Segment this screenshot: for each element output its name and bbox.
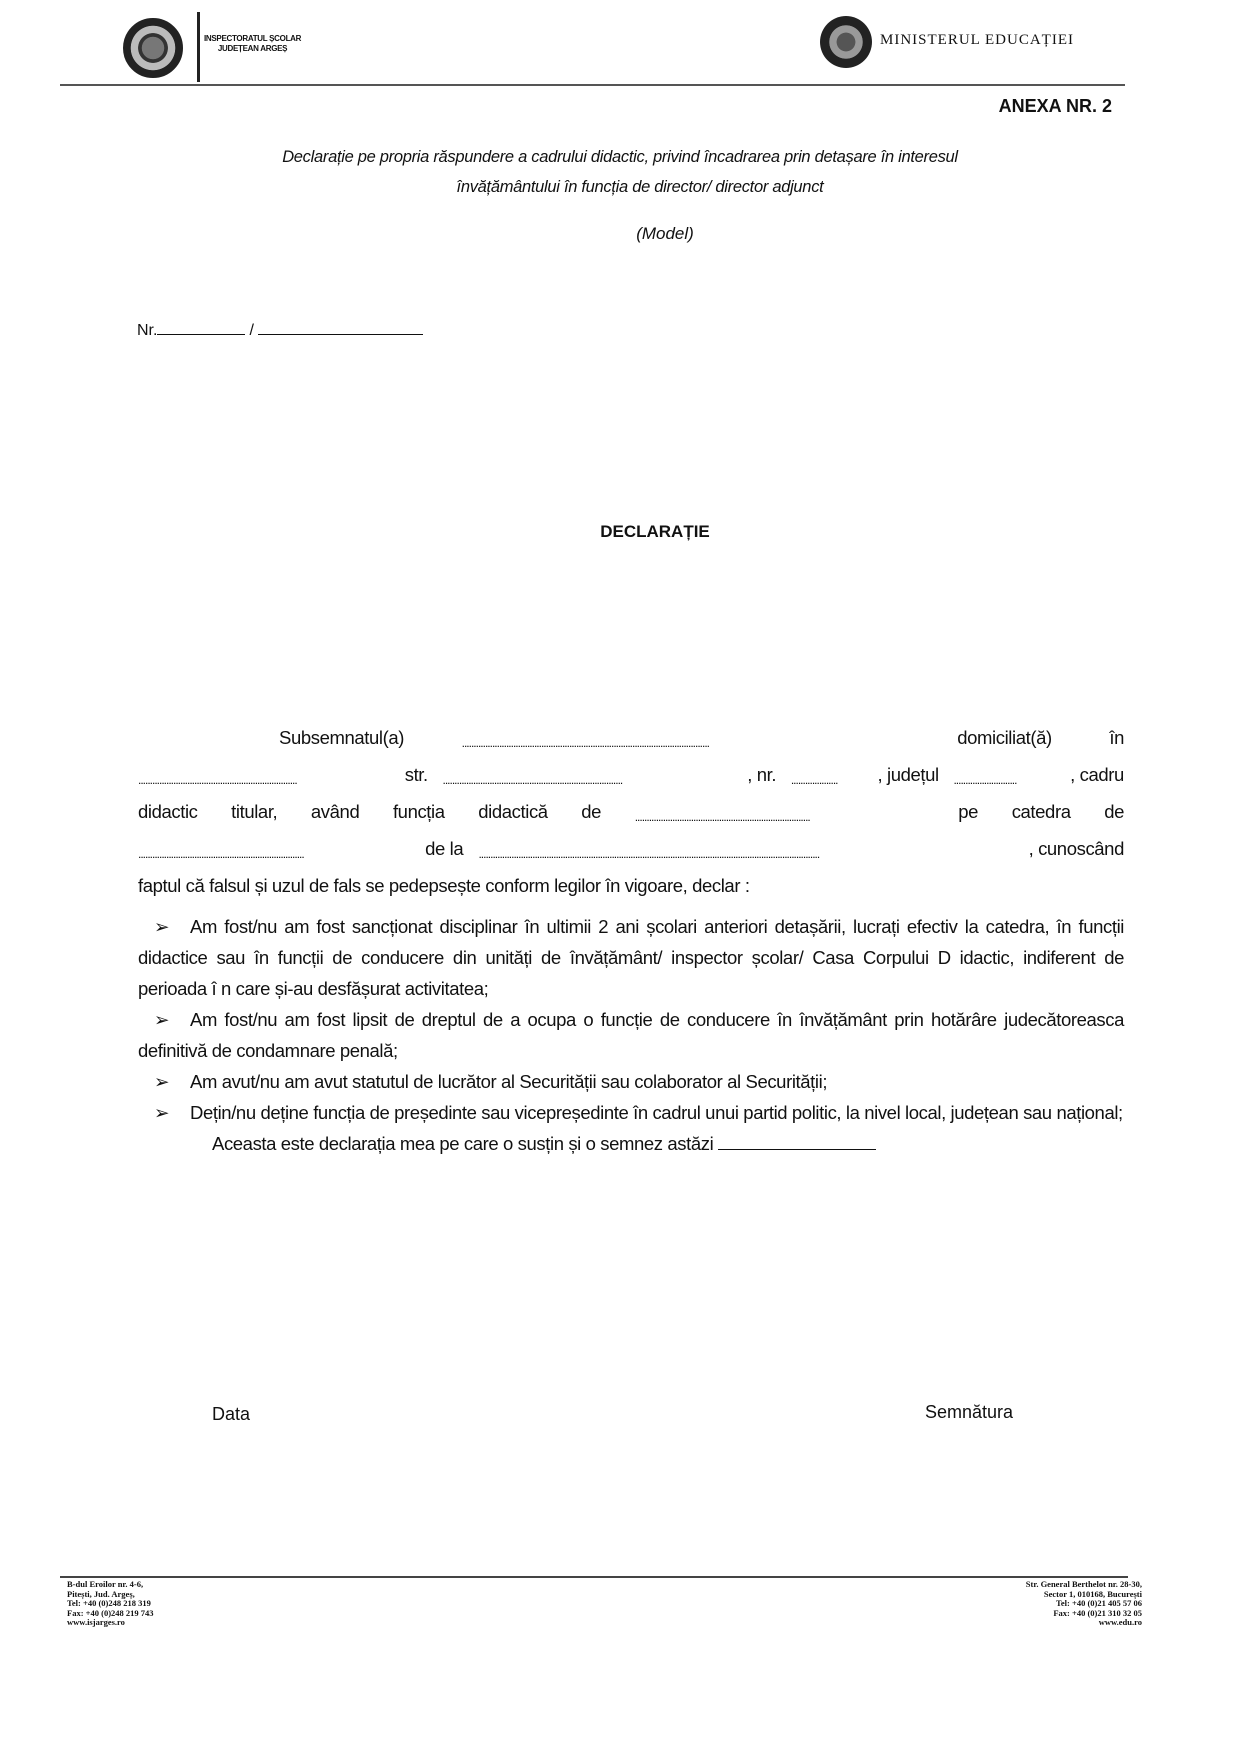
nr-separator: / xyxy=(249,322,254,339)
isj-arges-logo xyxy=(123,18,183,78)
footer-ministry-contact xyxy=(1026,1580,1142,1628)
title-line1: Declarație pe propria răspundere a cadrului didactic, privind încadrarea prin detașare în interesul xyxy=(282,148,958,166)
header-divider xyxy=(197,12,200,82)
statement-4 xyxy=(138,1097,1124,1128)
statement-2 xyxy=(138,1004,1124,1066)
word: funcția xyxy=(392,801,445,822)
title-line2: învățământului în funcția de director/ director adjunct xyxy=(456,178,824,196)
isj-name-line1: INSPECTORATUL ȘCOLAR xyxy=(204,34,302,43)
word: didactică xyxy=(478,801,548,822)
function-field[interactable]: ........................................................................... xyxy=(634,810,810,824)
footer-isj-contact xyxy=(67,1580,154,1628)
date-label: Data xyxy=(212,1404,251,1424)
footer-address: Str. General Berthelot nr. 28-30, xyxy=(1025,1579,1142,1589)
school-field[interactable]: .................................................................................................................................................. xyxy=(478,847,820,861)
closing-text: Aceasta este declarația mea pe care o susțin și o semnez astăzi xyxy=(212,1133,714,1154)
cadru-label: , cadru xyxy=(1070,764,1124,785)
declaration-body xyxy=(138,722,1124,1159)
nr-field[interactable] xyxy=(157,320,245,335)
word: de xyxy=(581,801,602,822)
number-field[interactable]: .................... xyxy=(790,773,838,787)
arrow-bullet-icon: ➢ xyxy=(154,1009,170,1030)
arrow-bullet-icon: ➢ xyxy=(154,916,170,937)
ministry-name: MINISTERUL EDUCAȚIEI xyxy=(880,32,1075,48)
word: titular, xyxy=(231,801,278,822)
header-rule xyxy=(60,84,1125,86)
signature-label: Semnătura xyxy=(925,1402,1014,1422)
document-title xyxy=(0,142,1240,202)
arrow-bullet-icon: ➢ xyxy=(154,1071,170,1092)
pe-label: pe xyxy=(958,801,979,822)
date-field[interactable] xyxy=(258,320,423,335)
registration-number xyxy=(137,320,423,340)
closing-statement xyxy=(138,1128,1124,1159)
arrow-bullet-icon: ➢ xyxy=(154,1102,170,1123)
statement-3 xyxy=(138,1066,1124,1097)
statement-text: Am fost/nu am fost sancționat disciplinar în ultimii 2 ani școlari anteriori detașării, lucrați efectiv la catedra, în funcții didactice sau în funcții de conducere din unități de învățământ/ inspector școlar/ Casa Corpului D idactic, indiferent de perioada î n care și-au desfășurat activitatea; xyxy=(138,916,1124,999)
nr-label: Nr. xyxy=(137,322,158,339)
isj-name-line2: JUDEȚEAN ARGEȘ xyxy=(217,44,288,53)
de-la-label: de la xyxy=(425,838,464,859)
declaration-heading: DECLARAȚIE xyxy=(600,522,710,541)
footer-city: Pitești, Jud. Argeș, xyxy=(67,1588,135,1599)
statement-text: Am avut/nu am avut statutul de lucrător al Securității sau colaborator al Securității; xyxy=(190,1071,828,1092)
judetul-label: , județul xyxy=(877,764,939,785)
footer-address: B-dul Eroilor nr. 4-6, xyxy=(67,1579,144,1589)
footer-website[interactable]: www.isjarges.ro xyxy=(67,1617,125,1627)
word: didactic xyxy=(138,801,198,822)
footer-fax: Fax: +40 (0)21 310 32 05 xyxy=(1053,1607,1142,1618)
ministry-emblem xyxy=(820,16,872,68)
footer-website[interactable]: www.edu.ro xyxy=(1098,1617,1142,1627)
footer-tel: Tel: +40 (0)248 218 319 xyxy=(67,1598,151,1608)
nr-label: , nr. xyxy=(747,764,777,785)
de-label: de xyxy=(1104,801,1124,822)
footer-city: Sector 1, 010168, București xyxy=(1043,1588,1142,1599)
isj-name xyxy=(204,34,301,54)
statement-text: Dețin/nu deține funcția de președinte sau vicepreședinte în cadrul unui partid politic, la nivel local, județean sau național; xyxy=(190,1102,1123,1123)
domiciliat-label: domiciliat(ă) xyxy=(957,727,1052,748)
annex-label: ANEXA NR. 2 xyxy=(998,96,1112,116)
locality-field[interactable]: .................................................................... xyxy=(138,773,297,787)
footer-rule xyxy=(60,1576,1128,1578)
word: având xyxy=(310,801,360,822)
name-field[interactable]: .......................................................................................................... xyxy=(461,736,710,750)
in-label: în xyxy=(1109,727,1124,748)
cunoscand-label: , cunoscând xyxy=(1028,838,1124,859)
subsemnatul-label: Subsemnatul(a) xyxy=(279,727,404,748)
footer-tel: Tel: +40 (0)21 405 57 06 xyxy=(1056,1598,1142,1608)
street-field[interactable]: ............................................................................. xyxy=(442,773,623,787)
footer-fax: Fax: +40 (0)248 219 743 xyxy=(67,1607,154,1618)
statement-text: Am fost/nu am fost lipsit de dreptul de a ocupa o funcție de conducere în învățământ prin hotărâre judecătoreasca definitivă de condamnare penală; xyxy=(138,1009,1124,1061)
str-label: str. xyxy=(404,764,428,785)
statement-1 xyxy=(138,911,1124,1004)
legal-notice: faptul că falsul și uzul de fals se pedepsește conform legilor în vigoare, declar : xyxy=(138,875,750,896)
catedra-label: catedra xyxy=(1011,801,1071,822)
county-field[interactable]: ........................... xyxy=(953,773,1017,787)
model-label: (Model) xyxy=(636,224,694,243)
declaration-date-field[interactable] xyxy=(718,1133,876,1150)
subject-field[interactable]: ....................................................................... xyxy=(138,847,304,861)
